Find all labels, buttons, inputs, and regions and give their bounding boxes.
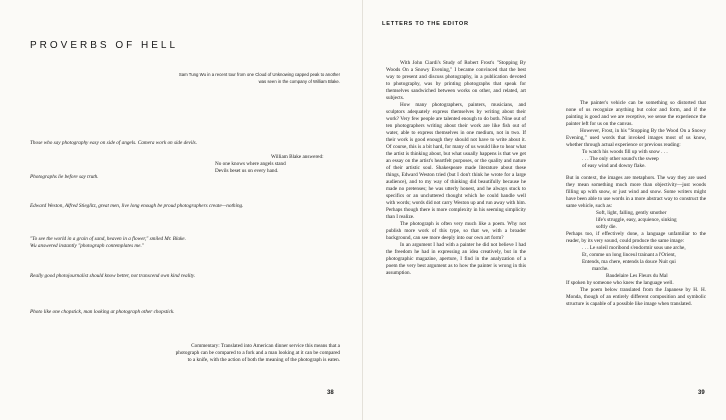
paragraph: However, Frost, in his "Stopping By the Wood On a Snowy Evening," used words that invoked images most of us know, whether through actual experience or previous reading:: [566, 128, 706, 148]
proverb-line: Wu answered instantly "photograph contemplates me.": [30, 243, 144, 249]
verse-line: Et, comme un long linceul trainant a l'Orient,: [582, 252, 676, 258]
section-header: LETTERS TO THE EDITOR: [382, 21, 469, 27]
verse-line: Soft, light, falling, gently smother: [596, 210, 667, 216]
paragraph: The photograph is often very much like a poem. Why not publish more work of this type, so that we, with a broader background, can see more deeply into our own art form?: [386, 221, 526, 241]
commentary: [60, 343, 340, 364]
proverb: Really good photojournalist should know better, not transcend own kind reality.: [30, 273, 196, 279]
page-number: 39: [698, 390, 705, 396]
proverb: [30, 236, 350, 250]
commentary-line: photograph can be compared to a fork and a man looking at it can be compared: [175, 350, 340, 356]
commentary-line: Commentary: Translated into American dinner service this means that a: [191, 343, 340, 349]
verse-line: marche.: [592, 266, 609, 272]
paragraph: The poem below translated from the Japanese by H. H. Monda, though of an entirely different composition and symbolic structure is capable of a possible like image when translated.: [566, 287, 706, 307]
verse-line: . . . Le soleil moribond s'endormir sous une arche,: [582, 245, 686, 251]
proverb-line: "To see the world in a grain of sand, heaven in a flower," smiled Mr. Blake.: [30, 236, 186, 242]
verse-line: of easy wind and downy flake.: [582, 163, 646, 169]
paragraph: If spoken by someone who knew the language well.: [566, 280, 674, 286]
verse-line: To watch his woods fill up with snow . . .: [582, 149, 668, 155]
verse-line: Entends, ma chere, entends la douce Nuit qui: [582, 259, 676, 265]
letter-column-2: [566, 100, 706, 308]
paragraph: With John Ciardi's Study of Robert Frost's "Stopping By Woods On a Snowy Evening," I became convinced that the best way to present and discuss photography, in a publication devoted to photography, was by printing photographs that speak for themselves sandwiched between works on other, and related, art subjects.: [386, 60, 526, 101]
verse-line: William Blake answered:: [271, 154, 324, 160]
verse-line: Devils beset us on every hand.: [215, 168, 279, 174]
caption-line: was seen in the company of William Blake.: [258, 78, 340, 84]
proverb: Photo like one chopstick, man looking at photograph other chopstick.: [30, 309, 175, 315]
paragraph: Perhaps too, if effectively done, a language unfamiliar to the reader, by its very sound, could produce the same image:: [566, 231, 706, 244]
verse-line: No one knows where angels stand: [215, 161, 286, 167]
paragraph: But in context, the images are metaphors. The way they are used they mean something much more than objectivity—just woods filling up with snow, or just wind and snow. Some writers might have been able to use words in a more abstract way to construct the same vehicle, such as:: [566, 175, 706, 209]
verse-line: softly die.: [596, 224, 617, 230]
paragraph: In an argument I had with a painter he did not believe I had the freedom he had in expressing an idea creatively, but in the photographic magazine, aperture, I find in the analyzation of a poem the very best argument as to how the painter is wrong in this assumption.: [386, 242, 526, 276]
proverb: Those who say photography easy on side of angels. Camera work on side devils.: [30, 140, 197, 146]
blake-verse: [215, 154, 355, 175]
letter-column-1: [386, 60, 526, 277]
paragraph: How many photographers, painters, musicians, and sculptors adequately express themselves by writing about their work? Very few people are talented enough to do both. Nine out of ten photographers writing about their work are like fish out of water, able to express themselves in one medium, not in two. If their work is good enough they should not have to write about it. Of course, this is a bit hard, for many of us would like to hear what the artist is thinking about, but what usually happens is that we get an essay on the artist's heartfelt purposes, or the quality and nature of their artistic soul. Shakespeare made literature about these things, Edward Weston tried (but I don't think he wrote for a large audience), and to my way of thinking did beautifully because he made no pretenses; he was utterly honest, and he always stuck to specifics or an uncluttered thought which he could handle well with words; words did not carry Weston up and run away with him. Perhaps though there is more complexity in his seeming simplicity than I realize.: [386, 102, 526, 220]
attribution: Baudelaire Les Fleurs du Mal: [606, 273, 668, 279]
verse-line: . . . The only other sound's the sweep: [582, 156, 659, 162]
verse-line: life's struggle, easy, acquience, sinking: [596, 217, 677, 223]
page-number: 38: [327, 390, 334, 396]
commentary-line: to a knife, with the action of both the meaning of the photograph is eaten.: [187, 357, 340, 363]
quoted-verse: [566, 210, 706, 231]
photo-caption: [140, 72, 340, 85]
quoted-verse: [566, 149, 706, 170]
page-title: PROVERBS OF HELL: [30, 40, 179, 51]
proverb: Photographs lie before say truth.: [30, 174, 99, 180]
caption-line: Sam Tung Wu in a recent tour from one Cloud of Unknowing capped peak to another: [178, 72, 340, 77]
paragraph: The painter's vehicle can be something so distorted that none of us recognize anything but color and form, and if the painting is good and we are receptive, we sense the experience the painter left for us on the canvas.: [566, 100, 706, 127]
proverb: Edward Weston, Alfred Stieglitz, great men, live long enough be proud photographers create—nothing.: [30, 203, 244, 209]
quoted-verse: [566, 245, 706, 273]
